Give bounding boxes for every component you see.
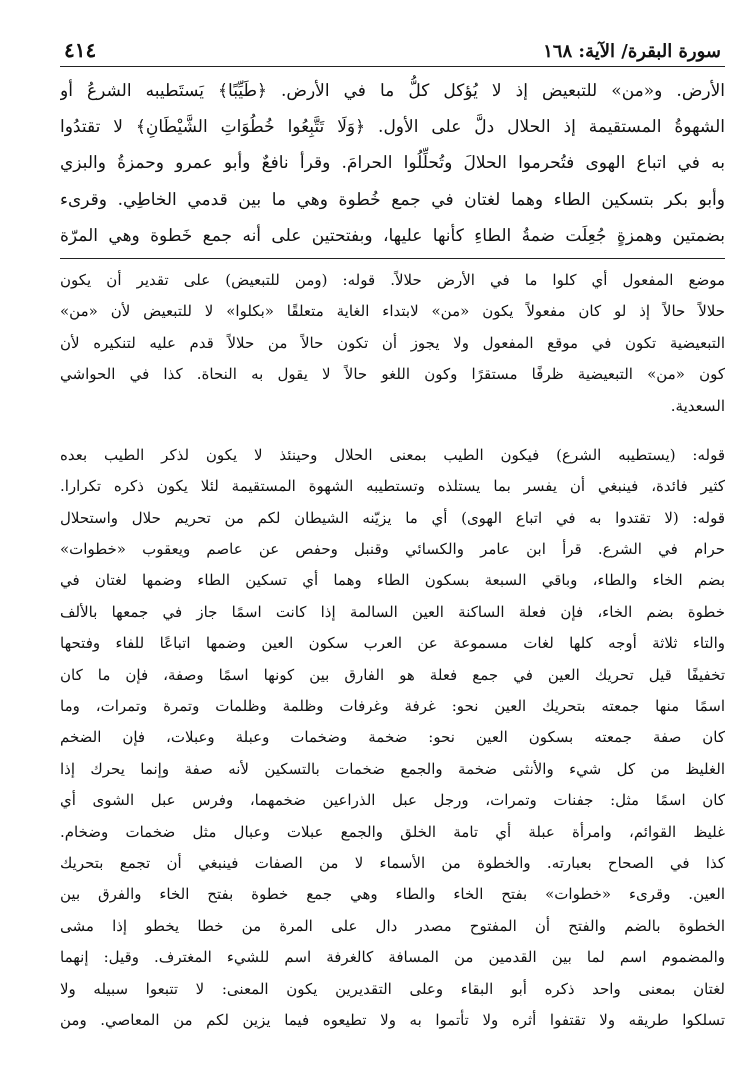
commentary-line: الخطوة بالضم والفتح أن المفتوح مصدر دال على المرة من خطا يخطو إذا مشى <box>60 916 725 935</box>
commentary-text <box>60 265 725 1036</box>
main-line: الشهوةُ المستقيمة إذ الحلال دلَّ على الأول. ﴿وَلَا تَتَّبِعُوا خُطُوَاتِ الشَّيْطَانِ﴾ لا تقتدُوا <box>60 117 725 138</box>
commentary-line: العين. وقرىء «خطوات» بفتح الخاء والطاء وهي جمع خطوة بفتح الخاء والفرق بين <box>60 885 725 904</box>
commentary-line: السعدية. <box>670 396 725 415</box>
main-line: وأبو بكر بتسكين الطاء وهما لغتان في جمع خُطوة وهي ما بين قدمي الخاطِي. وقرىء <box>60 189 725 210</box>
page-number: ٤١٤ <box>64 38 97 62</box>
commentary-line: حلالاً حالاً إذ لو كان مفعولاً يكون «من» لابتداء الغاية متعلقًا «بكلوا» لا للتبعيض لأن «من» <box>60 302 725 321</box>
page <box>60 38 725 1036</box>
main-line: بضمتين وهمزةٍ جُعِلَت ضمةُ الطاءِ كأنها عليها، وبفتحتين على أنه جمع خَطوة وهي المرّة <box>60 225 725 246</box>
commentary-line: كذا في الصحاح بعبارته. والخطوة من الأسماء لا من الصفات فينبغي أن تجمع بتحريك <box>60 853 725 872</box>
surah-reference: سورة البقرة/ الآية: ١٦٨ <box>543 41 721 62</box>
commentary-line: كان صفة جمعته بسكون العين نحو: ضخمة وضخمات وعبلة وعبلات، فإن الضخم <box>60 728 725 747</box>
commentary-line: بضم الخاء والطاء، وباقي السبعة بسكون الطاء وهما أي تسكين الطاء وضمها لغتان في <box>60 571 725 590</box>
commentary-line: تسلكوا طريقه ولا تقتفوا أثره ولا تأتموا به ولا تطيعوه فيما يزين لكم من المعاصي. ومن <box>60 1010 725 1029</box>
commentary-line: كون «من» التبعيضية ظرفًا مستقرًا وكون اللغو حالاً لا يقول به النحاة. كذا في الحواشي <box>60 365 725 384</box>
commentary-line: والتاء ثلاثة أوجه كلها لغات مسموعة عن العرب سكون العين وضمها اتباعًا للفاء وفتحها <box>60 634 725 653</box>
commentary-line: التبعيضية تكون في موقع المفعول ولا يجوز أن تكون حالاً من حلالاً قدم عليه لتنكيره لأن <box>60 333 725 352</box>
commentary-line: خطوة بضم الخاء، فإن فعلة الساكنة العين السالمة إذا كانت اسمًا جاز في جمعها بالألف <box>60 602 725 621</box>
commentary-line: والمضموم اسم لما بين القدمين من المسافة كالغرفة اسم للشيء المغترف. وقيل: إنهما <box>60 948 725 967</box>
main-line: الأرض. و«من» للتبعيض إذ لا يُؤكل كلُّ ما في الأرض. ﴿طَيِّبًا﴾ يَستَطيبه الشرعُ أو <box>60 81 725 101</box>
commentary-line: حرام في الشرع. قرأ ابن عامر والكسائي وقنبل وحفص عن عاصم ويعقوب «خطوات» <box>60 540 725 559</box>
commentary-line: غليظ القوائم، وامرأة عبلة أي تامة الخلق والجمع عبلات وعبال مثل ضخمات وضخام. <box>60 822 725 841</box>
commentary-line: اسمًا منها جمعته بتحريك العين نحو: غرفة وغرفات وظلمة وظلمات وتمرة وتمرات، وما <box>60 697 725 716</box>
commentary-line: قوله: (لا تقتدوا به في اتباع الهوى) أي ما يزيّنه الشيطان لكم من تحريم حلال واستحلال <box>60 508 725 527</box>
commentary-line: لغتان بمعنى واحد ذكره أبو البقاء وعلى التقديرين يكون المعنى: لا تتبعوا سبيله ولا <box>60 979 725 998</box>
main-line: به في اتباع الهوى فتُحرموا الحلالَ وتُحلِّلُوا الحرامَ. وقرأ نافعٌ وأبو عمرو وحمزةُ والبزي <box>60 153 725 174</box>
commentary-line: الغليظ من كل شيء والأنثى ضخمة والجمع ضخمات بالتسكين لأنه صفة وإنما يحرك إذا <box>60 759 725 778</box>
main-tafsir-text <box>60 73 725 254</box>
section-divider <box>60 258 725 259</box>
commentary-line: كان اسمًا مثل: جفنات وتمرات، ورجل عبل الذراعين ضخمهما، وفرس عبل الشوى أي <box>60 791 725 810</box>
paragraph-gap <box>60 422 725 440</box>
commentary-line: كثير فائدة، فينبغي أن يفسر بما يستلذه وتستطيبه الشهوة المستقيمة لئلا يكون ذكره تكرارا. <box>60 477 725 496</box>
commentary-line: قوله: (يستطيبه الشرع) فيكون الطيب بمعنى الحلال وحينئذ لا يكون لذكر الطيب بعده <box>60 445 725 464</box>
commentary-line: موضع المفعول أي كلوا ما في الأرض حلالاً. قوله: (ومن للتبعيض) على تقدير أن يكون <box>60 270 725 289</box>
commentary-line: تخفيفًا قيل تحريك العين في جمع فعلة هو الفارق بين كونها اسمًا وصفة، فإن ما كان <box>60 665 725 684</box>
page-header <box>60 38 725 67</box>
